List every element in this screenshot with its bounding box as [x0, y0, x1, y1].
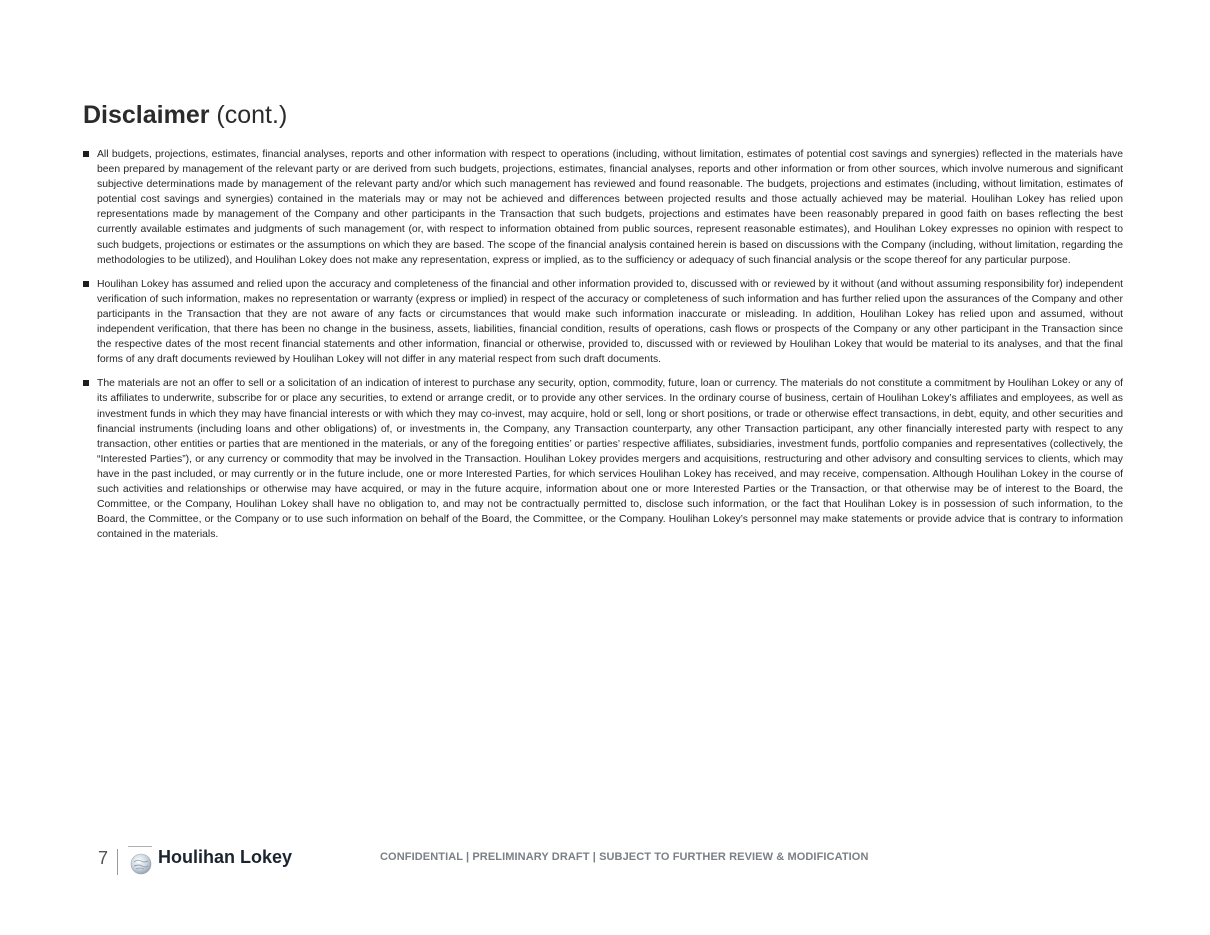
page-title-suffix: (cont.) [216, 101, 288, 129]
globe-logo-icon [130, 853, 152, 875]
footer-divider [117, 849, 118, 875]
bullet-text: Houlihan Lokey has assumed and relied upon the accuracy and completeness of the financial and other information provided to, discussed with or reviewed by it without (and without assuming responsibility for) independent verification of such information, makes no representation or warranty (express or implied) in respect of the accuracy or completeness of such information and has further relied upon the assurances of the Company and other participants in the Transaction that they are not aware of any facts or circumstances that would make such information inaccurate or misleading. In addition, Houlihan Lokey has relied upon and assumed, without independent verification, that there has been no change in the business, assets, liabilities, financial condition, results of operations, cash flows or prospects of the Company or any other participant in the Transaction since the respective dates of the most recent financial statements and other information, financial or otherwise, provided to, discussed with or reviewed by Houlihan Lokey that would be material to its analyses, and that the final forms of any draft documents reviewed by Houlihan Lokey will not differ in any material respect from such draft documents. [97, 278, 1123, 366]
disclaimer-bullet-list [83, 147, 1123, 542]
disclaimer-bullet-3 [83, 376, 1123, 542]
page-title [83, 99, 287, 131]
page-title-main: Disclaimer [83, 101, 210, 129]
brand-name: Houlihan Lokey [158, 847, 293, 867]
confidential-notice: CONFIDENTIAL | PRELIMINARY DRAFT | SUBJECT TO FURTHER REVIEW & MODIFICATION [380, 851, 869, 863]
page-number: 7 [98, 848, 109, 868]
square-bullet-icon [83, 151, 89, 157]
disclaimer-bullet-2 [83, 277, 1123, 368]
square-bullet-icon [83, 281, 89, 287]
square-bullet-icon [83, 380, 89, 386]
bullet-text: The materials are not an offer to sell or a solicitation of an indication of interest to purchase any security, option, commodity, future, loan or currency. The materials do not constitute a commitment by Houlihan Lokey or any of its affiliates to underwrite, subscribe for or place any securities, to extend or arrange credit, or to provide any other services. In the ordinary course of business, certain of Houlihan Lokey’s affiliates and employees, as well as investment funds in which they may have financial interests or with which they may co-invest, may acquire, hold or sell, long or short positions, or trade or otherwise effect transactions, in debt, equity, and other securities and financial instruments (including loans and other obligations) of, or investments in, the Company, any Transaction counterparty, any other Transaction participant, any other financially interested party with respect to any transaction, other entities or parties that are mentioned in the materials, or any of the foregoing entities’ or parties’ respective affiliates, subsidiaries, investment funds, portfolio companies and representatives (collectively, the “Interested Parties”), or any currency or commodity that may be involved in the Transaction. Houlihan Lokey provides mergers and acquisitions, restructuring and other advisory and consulting services to clients, which may have in the past included, or may currently or in the future include, one or more Interested Parties, for which services Houlihan Lokey has received, and may receive, compensation. Although Houlihan Lokey in the course of such activities and relationships or otherwise may have acquired, or may in the future acquire, information about one or more Interested Parties or the Transaction, or that otherwise may be of interest to the Board, the Committee, or the Company, Houlihan Lokey shall have no obligation to, and may not be contractually permitted to, disclose such information, or the fact that Houlihan Lokey is in possession of such information, to the Board, the Committee, or the Company or to use such information on behalf of the Board, the Committee, or the Company. Houlihan Lokey’s personnel may make statements or provide advice that is contrary to information contained in the materials. [97, 378, 1123, 541]
logo-accent-line [128, 846, 152, 847]
page-footer [0, 843, 1210, 883]
disclaimer-bullet-1 [83, 147, 1123, 268]
bullet-text: All budgets, projections, estimates, financial analyses, reports and other information with respect to operations (including, without limitation, estimates of potential cost savings and synergies) reflected in the materials have been prepared by management of the relevant party or are derived from such budgets, projections, estimates, financial analyses, reports and other information or from other sources, which involve numerous and significant subjective determinations made by management of the relevant party and/or which such management has reviewed and found reasonable. The budgets, projections and estimates (including, without limitation, estimates of potential cost savings and synergies) contained in the materials may or may not be achieved and differences between projected results and those actually achieved may be material. Houlihan Lokey has relied upon representations made by management of the Company and other participants in the Transaction that such budgets, projections and estimates have been reasonably prepared in good faith on bases reflecting the best currently available estimates and judgments of such management (or, with respect to information obtained from public sources, represent reasonable estimates), and Houlihan Lokey expresses no opinion with respect to such budgets, projections or estimates or the assumptions on which they are based. The scope of the financial analysis contained herein is based on discussions with the Company (including, without limitation, regarding the methodologies to be utilized), and Houlihan Lokey does not make any representation, express or implied, as to the sufficiency or adequacy of such financial analysis or the scope thereof for any particular purpose. [97, 149, 1123, 266]
